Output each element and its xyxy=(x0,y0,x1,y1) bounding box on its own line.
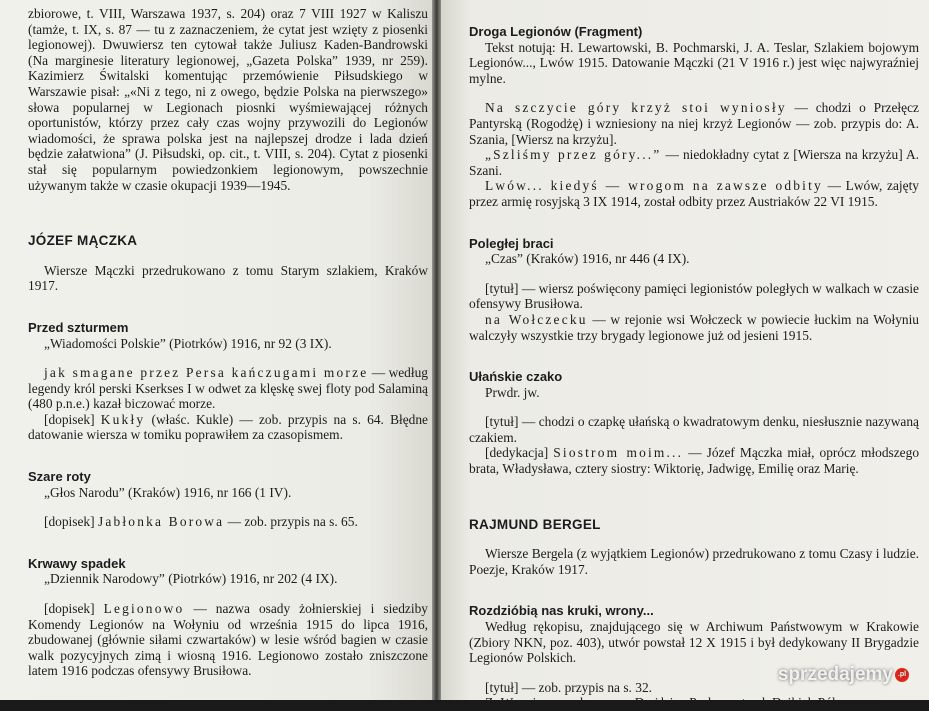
footnote xyxy=(469,695,919,711)
right-column xyxy=(469,24,919,711)
quoted-phrase: Siostrom moim... xyxy=(553,445,684,461)
footnote xyxy=(469,178,919,209)
quoted-phrase: Kukły xyxy=(100,411,146,427)
section-title-przed-szturmem: Przed szturmem xyxy=(28,319,129,335)
section-source: „Wiadomości Polskie” (Piotrków) 1916, nr 92 (3 IX). xyxy=(44,335,332,351)
section-title-szare-roty: Szare roty xyxy=(28,469,91,485)
quoted-phrase: Z Węgier — hen po Dzikie Pola xyxy=(485,695,722,711)
author-heading-maczka: JÓZEF MĄCZKA xyxy=(28,233,138,249)
right-page xyxy=(441,0,929,711)
footnote-tag: [dopisek] xyxy=(44,514,98,530)
section-title-krwawy-spadek: Krwawy spadek xyxy=(28,555,126,571)
quoted-phrase: na Wołczecku xyxy=(485,311,588,327)
footnote-tag: [dedykacja] xyxy=(485,445,554,461)
footnote-text: — zob. przypis na s. 65. xyxy=(224,514,358,530)
section-source: Prwdr. jw. xyxy=(485,384,540,400)
watermark-badge: .pl xyxy=(895,668,909,682)
section-text: Według rękopisu, znajdującego się w Archiwum Państwowym w Krakowie (Zbiory NKN, poz. 403), utwór powstał 12 X 1915 i był dedykowany II Brygadzie Legionów Polskich. xyxy=(469,619,919,666)
watermark-logo xyxy=(778,664,909,686)
quoted-phrase: Jabłonka Borowa xyxy=(97,514,225,530)
left-column xyxy=(28,6,428,679)
footnote xyxy=(28,514,428,530)
footnote xyxy=(469,147,919,178)
quoted-phrase: jak smagane przez Persa kańczugami morze xyxy=(44,365,369,381)
footnote: [tytuł] — chodzi o czapkę ułańską o kwadratowym denku, niesłusznie nazywaną czakiem. xyxy=(469,414,919,445)
book-gutter xyxy=(432,0,441,700)
footnote: [tytuł] — wiersz poświęcony pamięci legionistów poległych w walkach w czasie ofensywy Brusiłowa. xyxy=(469,280,919,312)
footnote-text: — niedokładny cytat z [Wiersza na krzyżu] A. Szani. xyxy=(469,147,919,178)
footnote-tag: [dopisek] xyxy=(44,601,104,617)
footnote-tag: [dopisek] xyxy=(44,411,101,427)
section-source: „Głos Narodu” (Kraków) 1916, nr 166 (1 IV). xyxy=(44,484,292,500)
footnote-text: — w rejonie wsi Wołczeck w powiecie łuckim na Wołyniu walczyły wszystkie trzy brygady legionowe już od jesieni 1915. xyxy=(469,311,919,343)
footnote-text: — Lwów, zajęty przez armię rosyjską 3 IX 1914, został odbity przez Austriaków 22 VI 1915. xyxy=(469,178,919,209)
intro-paragraph: zbiorowe, t. VIII, Warszawa 1937, s. 204) oraz 7 VIII 1927 w Kaliszu (tamże, t. IX, s. 87 — tu z zaznaczeniem, że cytat jest wzięty z piosenki legionowej). Dwuwiersz ten cytował także Juliusz Kaden-Bandrowski (Na marginesie literatury legionowej, „Gazeta Polska” 1939, nr 259). Kazimierz Świtalski komentując przemówienie Piłsudskiego w Warszawie pisał: „«Ni z tego, ni z owego, będzie Polska na pierwszego» słowa popularnej w Legionach piosnki wyśmiewającej różnych oportunistów, którzy przez cały czas wojny przywozili do Legionów wiadomości, że sprawa polska jest na najlepszej drodze i lada dzień będzie załatwiona” (J. Piłsudski, op. cit., t. VIII, s. 204). Cytat z piosenki stał się popularnym powiedzonkiem legionowym, powszechnie używanym także w czasie okupacji 1939—1945. xyxy=(28,6,428,193)
footnote-text: — Józef Mączka miał, oprócz młodszego brata, Władysława, cztery siostry: Wiktorię, Jadwigę, Emilię oraz Marię. xyxy=(469,445,920,477)
author-note: Wiersze Bergela (z wyjątkiem Legionów) przedrukowano z tomu Czasy i ludzie. Poezje, Kraków 1917. xyxy=(469,546,919,577)
section-source: „Czas” (Kraków) 1916, nr 446 (4 IX). xyxy=(485,251,690,267)
footnote-text: — według legendy król perski Kserkses I w odwet za klęskę swej floty pod Salaminą (480 p.n.e.) kazał biczować morze. xyxy=(28,365,428,412)
quoted-phrase: Legionowo xyxy=(103,601,185,617)
section-title-rozdziobia: Rozdzióbią nas kruki, wrony... xyxy=(469,603,654,619)
footnote xyxy=(28,412,428,443)
left-page xyxy=(0,0,432,700)
footnote xyxy=(469,100,919,147)
footnote: [tytuł] — zob. przypis na s. 32. xyxy=(485,679,652,695)
footnote-text: — chodzi o Przełęcz Pantyrską (Rogodżę) i wzniesiony na niej krzyż Legionów — zob. przypis do: A. Szania, [Wiersz na krzyżu]. xyxy=(469,100,919,147)
footnote xyxy=(28,365,428,412)
author-heading-bergel: RAJMUND BERGEL xyxy=(469,516,601,532)
section-title-poleglej-braci: Poległej braci xyxy=(469,235,554,251)
section-text: Tekst notują: H. Lewartowski, B. Pochmarski, J. A. Teslar, Szlakiem bojowym Legionów..., Lwów 1915. Datowanie Mączki (21 V 1916 r.) jest więc najwyraźniej mylne. xyxy=(469,39,919,86)
footnote-text: (właśc. Kukle) — zob. przypis na s. 64. Błędne datowanie wiersza w tomiku poprawiłem za czasopismem. xyxy=(28,411,428,443)
footnote xyxy=(28,601,428,679)
section-title-droga-legionow: Droga Legionów (Fragment) xyxy=(469,24,643,39)
author-note: Wiersze Mączki przedrukowano z tomu Starym szlakiem, Kraków 1917. xyxy=(28,262,428,294)
quoted-phrase: Na szczycie góry krzyż stoi wyniosły xyxy=(485,100,787,116)
section-source: „Dziennik Narodowy” (Piotrków) 1916, nr 202 (4 IX). xyxy=(44,571,338,587)
quoted-phrase: „Szliśmy przez góry...” xyxy=(485,147,662,163)
footnote xyxy=(469,312,919,343)
section-title-ulanskie-czako: Ułańskie czako xyxy=(469,369,563,385)
footnote xyxy=(469,445,919,476)
watermark-text: sprzedajemy xyxy=(777,664,893,685)
footnote-text: — nazwa osady żołnierskiej i siedziby Komendy Legionów na Wołyniu od września 1915 do lipca 1916, zbudowanej (głównie siłami czwartaków) w lesie wśród bagien w czasie walk pozycyjnych zimą i wiosną 1916. Legionowo zostało zniszczone latem 1916 podczas ofensywy Brusiłowa. xyxy=(28,601,428,679)
quoted-phrase: Lwów... kiedyś — wrogom na zawsze odbity xyxy=(485,178,823,194)
footnote-text: — terch Dzikich Pól xyxy=(721,695,836,711)
